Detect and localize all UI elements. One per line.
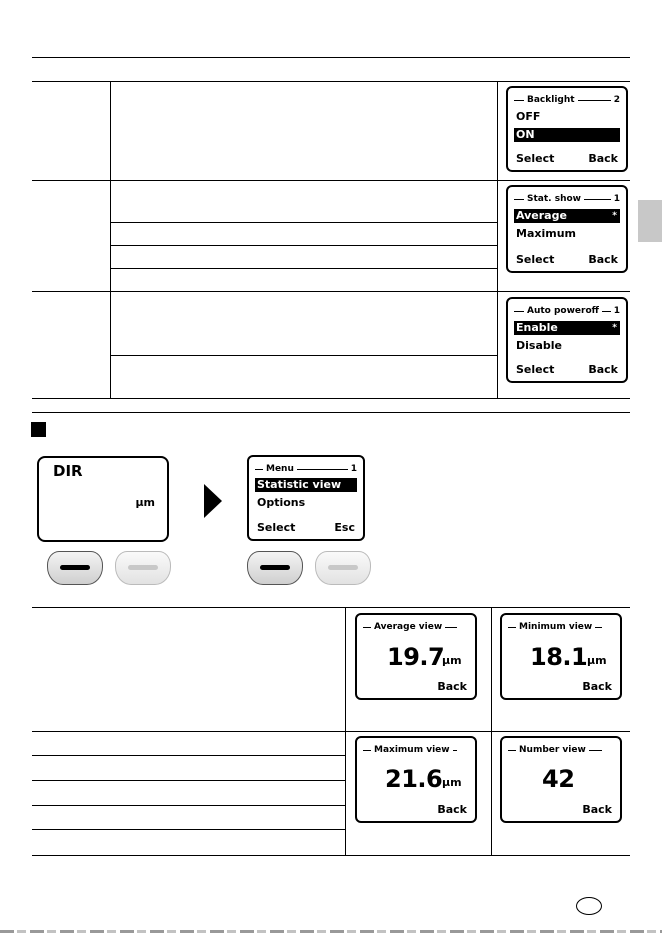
menu-screen bbox=[247, 455, 365, 541]
number-value: 42 bbox=[542, 765, 575, 793]
arrow-right-icon bbox=[204, 484, 222, 518]
softkey-back: Back bbox=[582, 803, 612, 816]
header-rule bbox=[32, 57, 630, 58]
option-average-selected: Average * bbox=[514, 209, 620, 223]
section-marker-square bbox=[31, 422, 46, 437]
maximum-view-title: Maximum view bbox=[363, 744, 469, 756]
maximum-value: 21.6 bbox=[385, 765, 443, 793]
option-disable: Disable bbox=[516, 339, 562, 352]
number-view-screen bbox=[500, 736, 622, 823]
softkey-back: Back bbox=[437, 803, 467, 816]
left-softkey-button bbox=[47, 551, 103, 585]
print-strip bbox=[0, 930, 662, 933]
option-enable-selected: Enable * bbox=[514, 321, 620, 335]
softkey-back: Back bbox=[582, 680, 612, 693]
dir-label: DIR bbox=[53, 462, 83, 480]
softkey-esc: Esc bbox=[334, 521, 355, 534]
language-tab bbox=[638, 200, 662, 242]
minimum-unit: µm bbox=[587, 654, 607, 667]
softkey-select: Select bbox=[516, 152, 555, 165]
menu-item-statistic-view: Statistic view bbox=[255, 478, 357, 492]
section-rule bbox=[32, 412, 630, 413]
active-mark: * bbox=[612, 211, 617, 221]
left-softkey-button bbox=[247, 551, 303, 585]
minimum-value: 18.1 bbox=[530, 643, 588, 671]
average-view-screen bbox=[355, 613, 477, 700]
option-maximum: Maximum bbox=[516, 227, 576, 240]
auto-poweroff-screen bbox=[506, 297, 628, 383]
right-softkey-button bbox=[115, 551, 171, 585]
minimum-view-screen bbox=[500, 613, 622, 700]
softkey-select: Select bbox=[516, 253, 555, 266]
softkey-back: Back bbox=[588, 152, 618, 165]
softkey-select: Select bbox=[516, 363, 555, 376]
number-view-title: Number view bbox=[508, 744, 614, 756]
softkey-back: Back bbox=[437, 680, 467, 693]
softkey-select: Select bbox=[257, 521, 296, 534]
average-value: 19.7 bbox=[387, 643, 445, 671]
minimum-view-title: Minimum view bbox=[508, 621, 614, 633]
menu-screen-title: Menu 1 bbox=[255, 463, 357, 475]
average-unit: µm bbox=[442, 654, 462, 667]
right-softkey-button bbox=[315, 551, 371, 585]
maximum-unit: µm bbox=[442, 776, 462, 789]
option-off: OFF bbox=[516, 110, 541, 123]
maximum-view-screen bbox=[355, 736, 477, 823]
stat-show-screen bbox=[506, 185, 628, 273]
active-mark: * bbox=[612, 323, 617, 333]
auto-poweroff-screen-title: Auto poweroff 1 bbox=[514, 305, 620, 317]
softkey-back: Back bbox=[588, 363, 618, 376]
menu-item-options: Options bbox=[257, 496, 306, 509]
average-view-title: Average view bbox=[363, 621, 469, 633]
dir-unit: µm bbox=[135, 496, 155, 509]
option-on-selected: ON bbox=[514, 128, 620, 142]
backlight-screen-title: Backlight 2 bbox=[514, 94, 620, 106]
stat-show-screen-title: Stat. show 1 bbox=[514, 193, 620, 205]
backlight-screen bbox=[506, 86, 628, 172]
language-badge-icon bbox=[576, 897, 602, 915]
dir-screen bbox=[37, 456, 169, 542]
softkey-back: Back bbox=[588, 253, 618, 266]
